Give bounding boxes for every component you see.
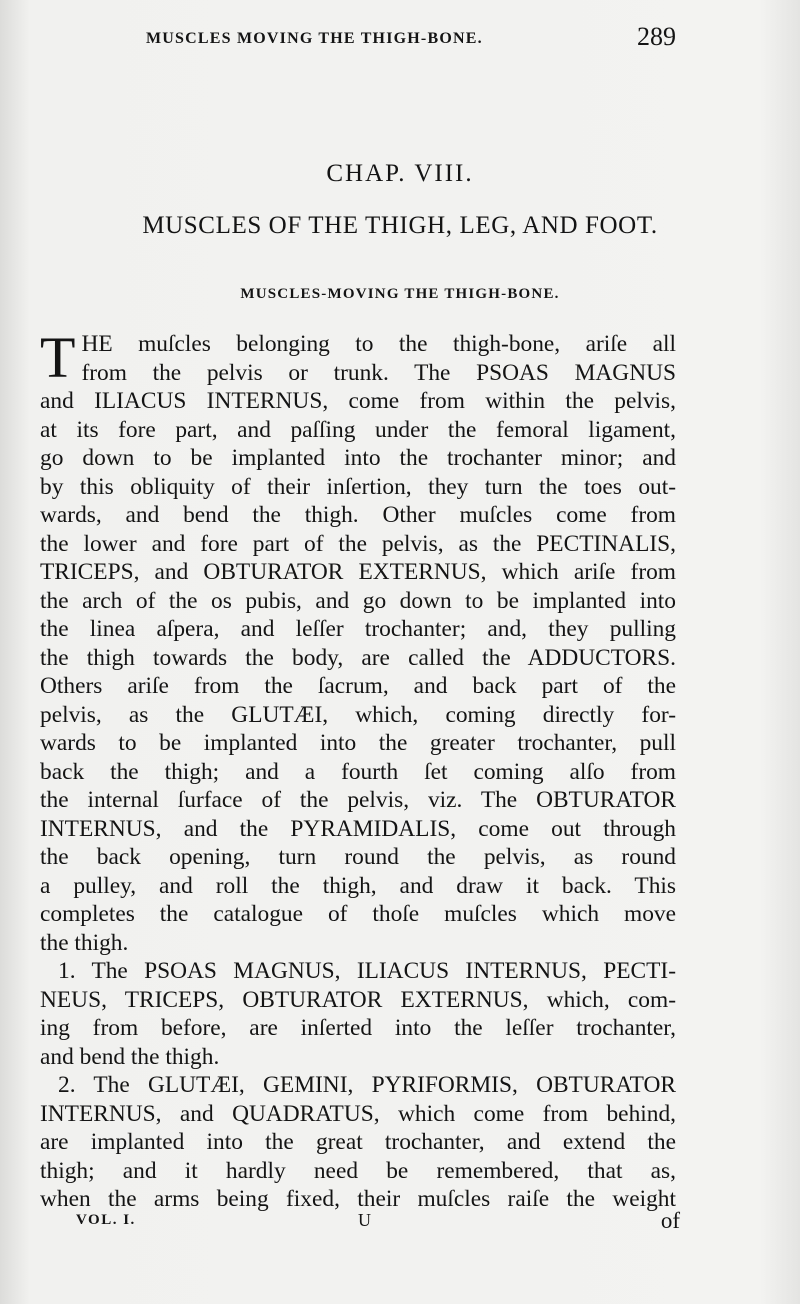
text-line: the linea aſpera, and leſſer trochanter; and, they pulling xyxy=(40,616,676,642)
text-line: the back opening, turn round the pelvis, as round xyxy=(40,844,676,870)
text-line: ing from before, are inſerted into the leſſer trochanter, xyxy=(40,1015,676,1041)
text-line: thigh; and it hardly need be remembered, that as, xyxy=(40,1157,676,1184)
text-line: go down to be implanted into the trochanter minor; and xyxy=(40,445,676,471)
text-line: 1. The PSOAS MAGNUS, ILIACUS INTERNUS, PECTI- xyxy=(58,958,676,984)
section-title: MUSCLES-MOVING THE THIGH-BONE. xyxy=(240,286,560,302)
text-line: by this obliquity of their inſertion, they turn the toes out- xyxy=(40,473,676,500)
text-line: at its fore part, and paſſing under the femoral ligament, xyxy=(40,416,676,443)
running-head: MUSCLES MOVING THE THIGH-BONE. xyxy=(146,30,483,47)
chapter-title: MUSCLES OF THE THIGH, LEG, AND FOOT. xyxy=(142,212,658,239)
text-line: are implanted into the great trochanter, and extend the xyxy=(40,1129,676,1155)
numbered-item xyxy=(40,957,676,1071)
body-text xyxy=(40,325,676,1214)
text-line: the thigh towards the body, are called the ADDUCTORS. xyxy=(40,644,676,671)
text-line: TRICEPS, and OBTURATOR EXTERNUS, which ariſe from xyxy=(40,559,676,585)
text-line: when the arms being fixed, their muſcles raiſe the weight xyxy=(40,1186,676,1212)
page-header xyxy=(146,22,676,56)
numbered-item xyxy=(40,1071,676,1214)
text-line: INTERNUS, and QUADRATUS, which come from behind, xyxy=(40,1100,676,1127)
text-line: wards, and bend the thigh. Other muſcles come from xyxy=(40,502,676,528)
text-line: Others ariſe from the ſacrum, and back part of the xyxy=(40,673,676,699)
paragraph xyxy=(40,325,676,957)
volume-label: VOL. I. xyxy=(76,1212,136,1228)
page-number: 289 xyxy=(637,22,676,51)
text-line: back the thigh; and a fourth ſet coming alſo from xyxy=(40,758,676,785)
text-line: 2. The GLUTÆI, GEMINI, PYRIFORMIS, OBTURATOR xyxy=(58,1072,676,1098)
text-line: pelvis, as the GLUTÆI, which, coming directly for- xyxy=(40,701,676,728)
text-line: a pulley, and roll the thigh, and draw it back. This xyxy=(40,872,676,899)
text-line: completes the catalogue of thoſe muſcles which move xyxy=(40,901,676,927)
text-line: the arch of the os pubis, and go down to be implanted into xyxy=(40,587,676,614)
text-line: and ILIACUS INTERNUS, come from within the pelvis, xyxy=(40,388,676,414)
catchword: of xyxy=(660,1208,680,1233)
text-line: from the pelvis or trunk. The PSOAS MAGNUS xyxy=(81,359,676,386)
page-footer xyxy=(76,1208,680,1238)
text-line: and bend the thigh. xyxy=(40,1043,220,1070)
drop-cap: T xyxy=(40,325,76,390)
text-line: wards to be implanted into the greater trochanter, pull xyxy=(40,730,676,756)
text-line: HE muſcles belonging to the thigh-bone, ariſe all xyxy=(81,331,676,357)
text-line: NEUS, TRICEPS, OBTURATOR EXTERNUS, which, com- xyxy=(40,986,676,1013)
text-line: the internal ſurface of the pelvis, viz. The OBTURATOR xyxy=(40,787,676,813)
chapter-label: CHAP. VIII. xyxy=(326,160,474,187)
text-line: the lower and fore part of the pelvis, as the PECTINALIS, xyxy=(40,530,676,557)
text-line: INTERNUS, and the PYRAMIDALIS, come out through xyxy=(40,815,676,842)
text-line: the thigh. xyxy=(40,929,129,956)
signature-mark: U xyxy=(358,1210,371,1230)
